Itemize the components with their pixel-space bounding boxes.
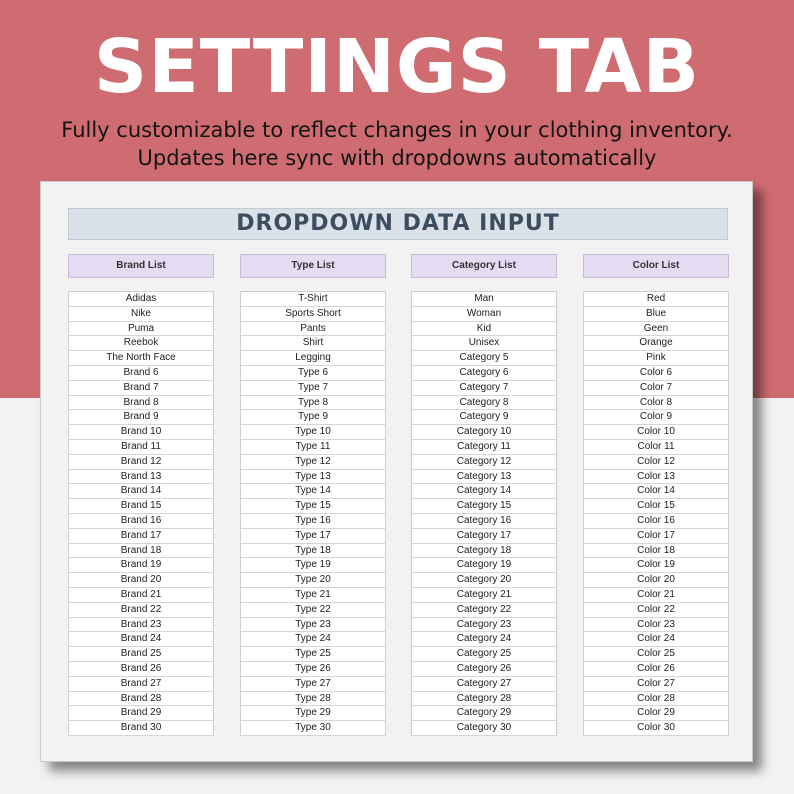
list-cell[interactable]: Brand 6	[69, 366, 213, 381]
list-cell[interactable]: Type 11	[241, 440, 385, 455]
list-cell[interactable]: Type 28	[241, 692, 385, 707]
type-list-header: Type List	[240, 254, 386, 278]
list-cell[interactable]: Color 9	[584, 410, 728, 425]
list-cell[interactable]: Brand 11	[69, 440, 213, 455]
brand-list-column	[68, 254, 214, 736]
list-cell[interactable]: Brand 26	[69, 662, 213, 677]
list-cell[interactable]: Color 14	[584, 484, 728, 499]
list-cell[interactable]: Category 25	[412, 647, 556, 662]
list-cell[interactable]: Category 6	[412, 366, 556, 381]
list-cell[interactable]: Category 9	[412, 410, 556, 425]
list-cell[interactable]: Category 21	[412, 588, 556, 603]
color-list-column	[583, 254, 729, 736]
list-cell[interactable]: Brand 7	[69, 381, 213, 396]
list-cell[interactable]: Brand 9	[69, 410, 213, 425]
list-cell[interactable]: Color 12	[584, 455, 728, 470]
list-cell[interactable]: Woman	[412, 307, 556, 322]
list-cell[interactable]: Color 10	[584, 425, 728, 440]
dropdown-data-banner: DROPDOWN DATA INPUT	[68, 208, 728, 240]
list-cell[interactable]: Type 25	[241, 647, 385, 662]
list-cell[interactable]: Kid	[412, 322, 556, 337]
list-cell[interactable]: The North Face	[69, 351, 213, 366]
list-cell[interactable]: Brand 21	[69, 588, 213, 603]
list-cell[interactable]: Brand 14	[69, 484, 213, 499]
list-cell[interactable]: Color 19	[584, 558, 728, 573]
list-cell[interactable]: Color 8	[584, 396, 728, 411]
list-cell[interactable]: Category 16	[412, 514, 556, 529]
type-list-column	[240, 254, 386, 736]
list-cell[interactable]: Type 17	[241, 529, 385, 544]
page-title: SETTINGS TAB	[93, 24, 701, 110]
category-list-header: Category List	[411, 254, 557, 278]
list-cell[interactable]: Brand 19	[69, 558, 213, 573]
list-cell[interactable]: Pink	[584, 351, 728, 366]
list-cell[interactable]: Color 15	[584, 499, 728, 514]
list-cell[interactable]: Category 29	[412, 706, 556, 721]
list-cell[interactable]: Type 20	[241, 573, 385, 588]
list-cell[interactable]: Color 22	[584, 603, 728, 618]
list-cell[interactable]: Orange	[584, 336, 728, 351]
list-cell[interactable]: Color 20	[584, 573, 728, 588]
spreadsheet-panel	[40, 181, 753, 762]
list-cell[interactable]: Type 6	[241, 366, 385, 381]
list-cell[interactable]: Type 24	[241, 632, 385, 647]
list-cell[interactable]: Puma	[69, 322, 213, 337]
list-cell[interactable]: Color 30	[584, 721, 728, 736]
subtitle-line-2: Updates here sync with dropdowns automatically	[137, 146, 657, 170]
list-cell[interactable]: Brand 13	[69, 470, 213, 485]
list-cell[interactable]: Type 18	[241, 544, 385, 559]
list-cell[interactable]: Brand 29	[69, 706, 213, 721]
list-cell[interactable]: Category 14	[412, 484, 556, 499]
list-cell[interactable]: Brand 18	[69, 544, 213, 559]
subtitle-line-1: Fully customizable to reflect changes in your clothing inventory.	[61, 118, 733, 142]
list-cell[interactable]: Type 21	[241, 588, 385, 603]
list-cell[interactable]: Type 27	[241, 677, 385, 692]
list-cell[interactable]: Color 7	[584, 381, 728, 396]
list-cell[interactable]: Category 12	[412, 455, 556, 470]
list-cell[interactable]: Category 10	[412, 425, 556, 440]
list-cell[interactable]: Type 16	[241, 514, 385, 529]
list-cell[interactable]: Color 26	[584, 662, 728, 677]
list-cell[interactable]: Pants	[241, 322, 385, 337]
category-list-column	[411, 254, 557, 736]
list-cell[interactable]: Type 22	[241, 603, 385, 618]
list-cell[interactable]: Category 24	[412, 632, 556, 647]
list-cell[interactable]: Brand 28	[69, 692, 213, 707]
list-cell[interactable]: Category 8	[412, 396, 556, 411]
list-cell[interactable]: Brand 16	[69, 514, 213, 529]
list-cell[interactable]: Type 19	[241, 558, 385, 573]
color-list-header: Color List	[583, 254, 729, 278]
list-cell[interactable]: Category 5	[412, 351, 556, 366]
list-cell[interactable]: Category 17	[412, 529, 556, 544]
list-cell[interactable]: Brand 10	[69, 425, 213, 440]
list-cell[interactable]: Shirt	[241, 336, 385, 351]
list-cell[interactable]: Category 26	[412, 662, 556, 677]
brand-list-cells	[68, 291, 214, 736]
list-cell[interactable]: Type 9	[241, 410, 385, 425]
list-cell[interactable]: Category 7	[412, 381, 556, 396]
list-cell[interactable]: Nike	[69, 307, 213, 322]
list-cell[interactable]: Reebok	[69, 336, 213, 351]
list-cell[interactable]: Type 30	[241, 721, 385, 736]
category-list-cells	[411, 291, 557, 736]
type-list-cells	[240, 291, 386, 736]
list-cell[interactable]: Brand 27	[69, 677, 213, 692]
list-cell[interactable]: Category 20	[412, 573, 556, 588]
list-cell[interactable]: Type 14	[241, 484, 385, 499]
list-cell[interactable]: Category 13	[412, 470, 556, 485]
brand-list-header: Brand List	[68, 254, 214, 278]
list-cell[interactable]: Type 29	[241, 706, 385, 721]
list-cell[interactable]: Brand 23	[69, 618, 213, 633]
list-cell[interactable]: Type 15	[241, 499, 385, 514]
list-cell[interactable]: Blue	[584, 307, 728, 322]
list-cell[interactable]: Category 15	[412, 499, 556, 514]
list-cell[interactable]: Color 27	[584, 677, 728, 692]
list-cell[interactable]: Color 13	[584, 470, 728, 485]
list-cell[interactable]: T-Shirt	[241, 292, 385, 307]
list-cell[interactable]: Category 30	[412, 721, 556, 736]
list-cell[interactable]: Type 7	[241, 381, 385, 396]
list-cell[interactable]: Type 26	[241, 662, 385, 677]
list-cell[interactable]: Category 19	[412, 558, 556, 573]
list-cell[interactable]: Color 21	[584, 588, 728, 603]
list-cell[interactable]: Geen	[584, 322, 728, 337]
list-cell[interactable]: Brand 15	[69, 499, 213, 514]
list-cell[interactable]: Color 18	[584, 544, 728, 559]
list-cell[interactable]: Adidas	[69, 292, 213, 307]
list-cell[interactable]: Color 29	[584, 706, 728, 721]
list-cell[interactable]: Category 27	[412, 677, 556, 692]
list-cell[interactable]: Brand 12	[69, 455, 213, 470]
list-cell[interactable]: Type 12	[241, 455, 385, 470]
list-cell[interactable]: Brand 17	[69, 529, 213, 544]
list-cell[interactable]: Type 10	[241, 425, 385, 440]
list-cell[interactable]: Color 16	[584, 514, 728, 529]
list-cell[interactable]: Category 28	[412, 692, 556, 707]
list-cell[interactable]: Brand 30	[69, 721, 213, 736]
list-cell[interactable]: Color 24	[584, 632, 728, 647]
list-cell[interactable]: Color 11	[584, 440, 728, 455]
list-cell[interactable]: Color 23	[584, 618, 728, 633]
list-cell[interactable]: Type 13	[241, 470, 385, 485]
list-cell[interactable]: Brand 20	[69, 573, 213, 588]
list-cell[interactable]: Brand 8	[69, 396, 213, 411]
list-cell[interactable]: Category 23	[412, 618, 556, 633]
list-cell[interactable]: Category 18	[412, 544, 556, 559]
list-cell[interactable]: Brand 25	[69, 647, 213, 662]
list-cell[interactable]: Legging	[241, 351, 385, 366]
list-cell[interactable]: Unisex	[412, 336, 556, 351]
list-cell[interactable]: Color 25	[584, 647, 728, 662]
list-cell[interactable]: Sports Short	[241, 307, 385, 322]
list-cell[interactable]: Color 17	[584, 529, 728, 544]
list-cell[interactable]: Category 22	[412, 603, 556, 618]
list-cell[interactable]: Type 8	[241, 396, 385, 411]
list-cell[interactable]: Brand 24	[69, 632, 213, 647]
list-cell[interactable]: Color 28	[584, 692, 728, 707]
list-cell[interactable]: Color 6	[584, 366, 728, 381]
list-cell[interactable]: Man	[412, 292, 556, 307]
list-cell[interactable]: Type 23	[241, 618, 385, 633]
list-cell[interactable]: Brand 22	[69, 603, 213, 618]
list-cell[interactable]: Red	[584, 292, 728, 307]
color-list-cells	[583, 291, 729, 736]
list-cell[interactable]: Category 11	[412, 440, 556, 455]
